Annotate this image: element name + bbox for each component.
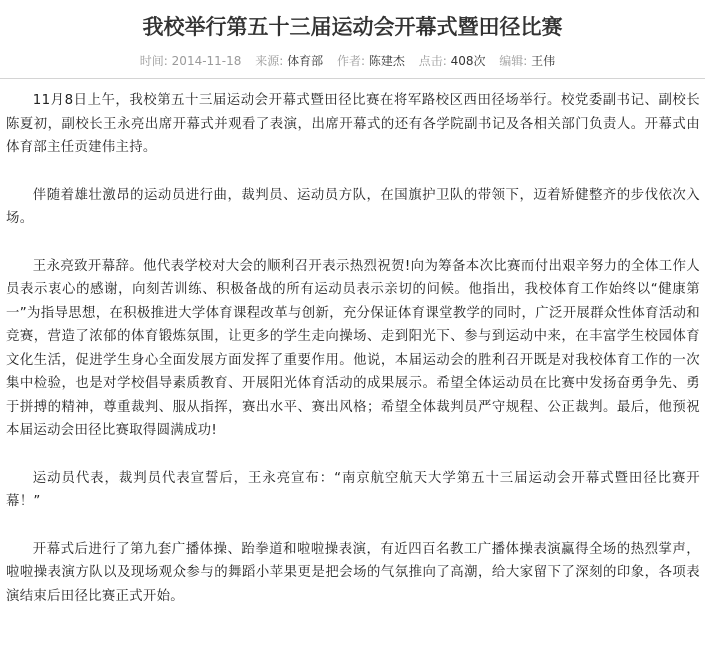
- paragraph: 开幕式后进行了第九套广播体操、跆拳道和啦啦操表演，有近四百名教工广播体操表演赢得全场的热烈掌声，啦啦操表演方队以及现场观众参与的舞蹈小苹果更是把会场的气氛推向了高潮，给大家留下了深刻的印象，各项表演结束后田径比赛正式开始。: [6, 541, 700, 604]
- paragraph: 11月8日上午，我校第五十三届运动会开幕式暨田径比赛在将军路校区西田径场举行。校党委副书记、副校长陈夏初，副校长王永亮出席开幕式并观看了表演，出席开幕式的还有各学院副书记及各相关部门负责人。开幕式由体育部主任贡建伟主持。: [6, 93, 700, 155]
- hits-value: 408次: [450, 54, 486, 68]
- article-meta: [0, 48, 705, 74]
- article-title: 我校举行第五十三届运动会开幕式暨田径比赛: [142, 15, 563, 39]
- paragraph: 王永亮致开幕辞。他代表学校对大会的顺利召开表示热烈祝贺!向为筹备本次比赛而付出艰辛努力的全体工作人员表示衷心的感谢，向刻苦训练、积极备战的所有运动员表示亲切的问候。他指出，我校体育工作始终以“健康第一”为指导思想，在积极推进大学体育课程改革与创新，充分保证体育课堂教学的同时，广泛开展群众性体育活动和竞赛，营造了浓郁的体育锻炼氛围，让更多的学生走向操场、走到阳光下、参与到运动中来，在丰富学生校园体育文化生活，促进学生身心全面发展方面发挥了重要作用。他说，本届运动会的胜利召开既是对我校体育工作的一次集中检验，也是对学校倡导素质教育、开展阳光体育活动的成果展示。希望全体运动员在比赛中发扬奋勇争先、勇于拼搏的精神，尊重裁判、服从指挥，赛出水平、赛出风格；希望全体裁判员严守规程、公正裁判。最后，他预祝本届运动会田径比赛取得圆满成功!: [6, 258, 700, 438]
- editor-value: 王伟: [531, 54, 556, 68]
- source-value: 体育部: [287, 54, 324, 68]
- hits-label: 点击:: [418, 54, 447, 68]
- author-value: 陈建杰: [368, 54, 405, 68]
- time-value: 2014-11-18: [171, 54, 242, 68]
- paragraph: 伴随着雄壮激昂的运动员进行曲，裁判员、运动员方队，在国旗护卫队的带领下，迈着矫健整齐的步伐依次入场。: [6, 187, 700, 226]
- article-body: [0, 79, 705, 608]
- paragraph: 运动员代表，裁判员代表宣誓后，王永亮宣布：“南京航空航天大学第五十三届运动会开幕式暨田径比赛开幕！”: [6, 470, 700, 509]
- editor-label: 编辑:: [499, 54, 528, 68]
- source-label: 来源:: [255, 54, 284, 68]
- time-label: 时间:: [139, 54, 168, 68]
- author-label: 作者:: [336, 54, 366, 68]
